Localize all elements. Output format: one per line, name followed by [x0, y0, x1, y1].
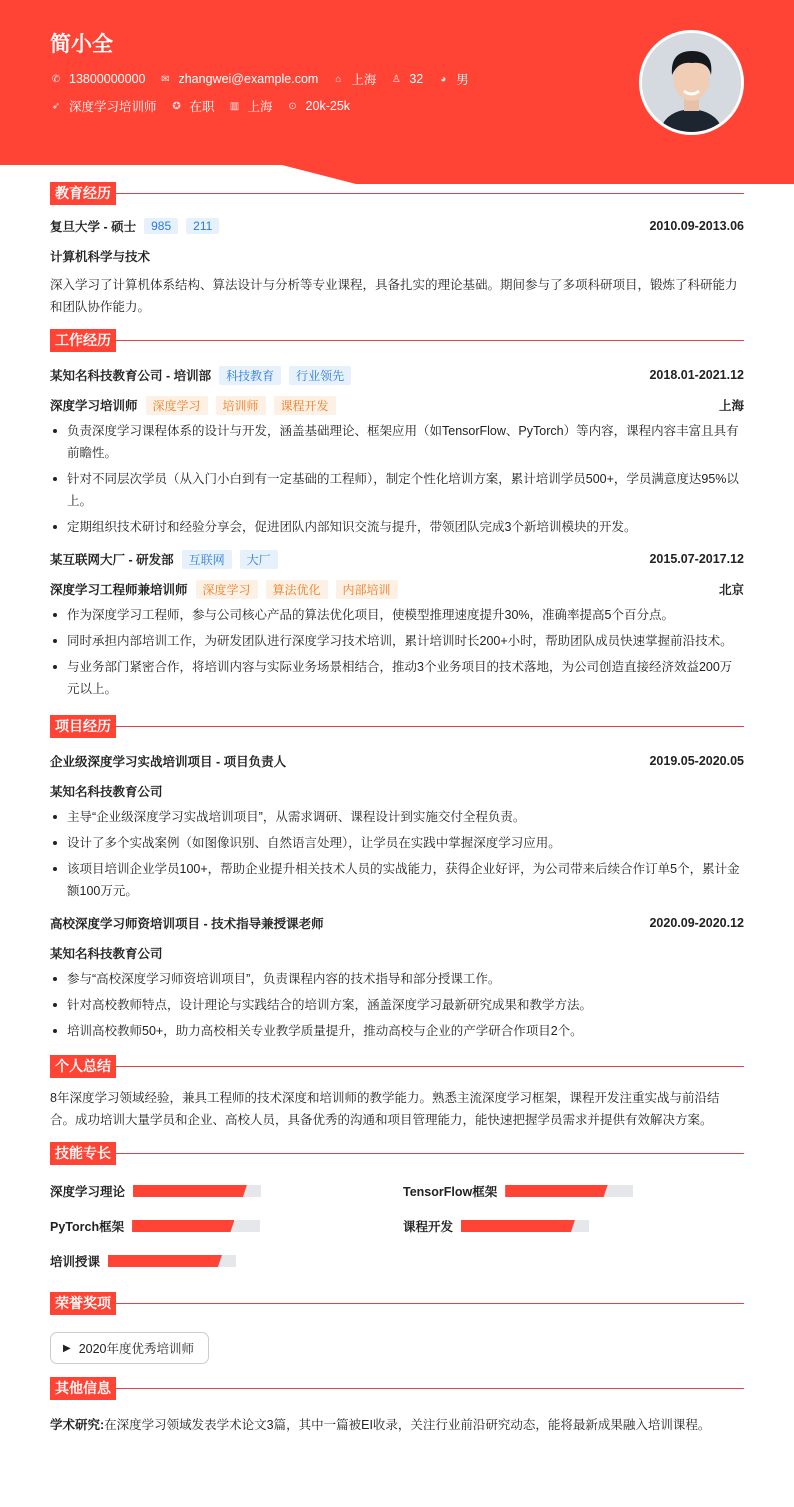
resume-body	[50, 181, 744, 1440]
job-info-row	[50, 97, 350, 115]
contact-info-row	[50, 70, 469, 88]
other-label: 学术研究:	[50, 1418, 105, 1432]
section-title: 工作经历	[50, 329, 116, 352]
play-icon: ▶	[63, 1342, 71, 1354]
entry-row	[50, 211, 744, 241]
skill-bar-fill	[108, 1255, 222, 1267]
bullet-list	[50, 420, 744, 538]
entry-title: 企业级深度学习实战培训项目 - 项目负责人	[50, 755, 287, 769]
bullet-item: 作为深度学习工程师，参与公司核心产品的算法优化项目，使模型推理速度提升30%，准确率提高5个百分点。	[50, 604, 744, 626]
entry-title: 某知名科技教育公司 - 培训部	[50, 369, 212, 383]
entry-left	[50, 752, 286, 770]
tag: 985	[144, 218, 178, 234]
section-divider	[116, 340, 744, 341]
skill-bar	[132, 1220, 260, 1232]
entry-right: 2019.05-2020.05	[649, 754, 744, 768]
tag: 课程开发	[274, 396, 336, 415]
entry-left	[50, 782, 163, 800]
skill-name: 课程开发	[403, 1220, 454, 1234]
section-title: 教育经历	[50, 182, 116, 205]
entry-title: 某互联网大厂 - 研发部	[50, 553, 174, 567]
candidate-name: 简小全	[50, 33, 113, 56]
info-text: 上海	[247, 100, 273, 114]
section-title: 项目经历	[50, 715, 116, 738]
section-divider	[116, 1388, 744, 1389]
entry-right: 2010.09-2013.06	[649, 219, 744, 233]
bullet-list	[50, 604, 744, 700]
entry-row	[50, 746, 744, 776]
section-header-education	[50, 181, 744, 205]
home-icon: ⌂	[335, 73, 342, 85]
tag: 行业领先	[289, 366, 351, 385]
gender-icon: ◕	[440, 73, 447, 85]
entry-row	[50, 776, 744, 806]
entry-right: 2020.09-2020.12	[649, 916, 744, 930]
entry-right: 上海	[718, 399, 744, 413]
tag: 互联网	[182, 550, 232, 569]
section-divider	[116, 1153, 744, 1154]
info-item	[229, 97, 273, 115]
info-text: 13800000000	[69, 72, 146, 86]
tag: 深度学习	[146, 396, 208, 415]
skill-bar	[461, 1220, 589, 1232]
award-item[interactable]	[50, 1332, 209, 1364]
info-item	[171, 97, 215, 115]
section-divider	[116, 1066, 744, 1067]
info-text: zhangwei@example.com	[178, 72, 319, 86]
entry-title: 深度学习工程师兼培训师	[50, 583, 188, 597]
section-header-summary	[50, 1054, 744, 1078]
summary-text: 8年深度学习领域经验，兼具工程师的技术深度和培训师的教学能力。熟悉主流深度学习框架，课程开发注重实战与前沿结合。成功培训大量学员和企业、高校人员，具备优秀的沟通和项目管理能力，能快速把握学员需求并提供有效解决方案。	[50, 1091, 720, 1127]
section-header-skills	[50, 1141, 744, 1165]
skill-name: 深度学习理论	[50, 1185, 126, 1199]
entry-right: 北京	[718, 583, 744, 597]
entry-left	[50, 366, 351, 385]
entry-left	[50, 914, 324, 932]
entry-left	[50, 396, 336, 415]
tag: 科技教育	[219, 366, 281, 385]
entry-left	[50, 247, 150, 265]
section-title: 其他信息	[50, 1377, 116, 1400]
skill-item	[50, 1250, 403, 1272]
info-item	[390, 72, 423, 86]
bullet-item: 同时承担内部培训工作，为研发团队进行深度学习技术培训，累计培训时长200+小时，帮助团队成员快速掌握前沿技术。	[50, 630, 744, 652]
entry-row	[50, 241, 744, 271]
section-header-work	[50, 328, 744, 352]
send-icon: ➶	[51, 100, 61, 112]
entry-right: 2018.01-2021.12	[649, 368, 744, 382]
section-header-projects	[50, 714, 744, 738]
entry-title: 某知名科技教育公司	[50, 947, 163, 961]
section-title: 个人总结	[50, 1055, 116, 1078]
tag: 大厂	[240, 550, 278, 569]
bullet-item: 该项目培训企业学员100+，帮助企业提升相关技术人员的实战能力，获得企业好评，为公司带来后续合作订单5个，累计金额100万元。	[50, 858, 744, 902]
skill-item	[50, 1215, 403, 1237]
skill-bar	[505, 1185, 633, 1197]
info-text: 在职	[189, 100, 215, 114]
entry-title: 深度学习培训师	[50, 399, 138, 413]
bullet-list	[50, 806, 744, 902]
skill-item	[403, 1180, 744, 1202]
bullet-item: 针对高校教师特点，设计理论与实践结合的培训方案，涵盖深度学习最新研究成果和教学方法。	[50, 994, 744, 1016]
tag: 211	[186, 218, 219, 234]
section-divider	[116, 726, 744, 727]
info-item	[159, 72, 318, 86]
section-divider	[116, 1303, 744, 1304]
skill-bar-fill	[133, 1185, 247, 1197]
entry-left	[50, 550, 278, 569]
bullet-item: 定期组织技术研讨和经验分享会，促进团队内部知识交流与提升，带领团队完成3个新培训模块的开发。	[50, 516, 744, 538]
section-divider	[116, 193, 744, 194]
skill-name: 培训授课	[50, 1255, 101, 1269]
info-text: 男	[456, 73, 469, 87]
entry-row	[50, 574, 744, 604]
other-info	[50, 1414, 744, 1436]
skill-item	[50, 1180, 403, 1202]
salary-icon: ⊙	[288, 100, 297, 112]
education-description: 深入学习了计算机体系结构、算法设计与分析等专业课程，具备扎实的理论基础。期间参与了多项科研项目，锻炼了科研能力和团队协作能力。	[50, 278, 738, 314]
info-item	[50, 72, 145, 86]
entry-left	[50, 580, 398, 599]
skill-bar-fill	[461, 1220, 575, 1232]
skills-grid	[50, 1180, 744, 1272]
award-text: 2020年度优秀培训师	[78, 1342, 195, 1356]
bullet-item: 设计了多个实战案例（如图像识别、自然语言处理），让学员在实践中掌握深度学习应用。	[50, 832, 744, 854]
skill-bar	[133, 1185, 261, 1197]
entry-left	[50, 217, 219, 235]
entry-row	[50, 938, 744, 968]
skill-name: TensorFlow框架	[403, 1185, 498, 1199]
entry-row	[50, 360, 744, 390]
building-icon: ▥	[229, 100, 240, 112]
info-text: 20k-25k	[305, 99, 351, 113]
skill-bar-fill	[505, 1185, 607, 1197]
section-header-awards	[50, 1291, 744, 1315]
section-header-other	[50, 1376, 744, 1400]
skill-bar	[108, 1255, 236, 1267]
info-item	[287, 99, 350, 113]
tag: 内部培训	[336, 580, 398, 599]
info-text: 深度学习培训师	[69, 100, 157, 114]
other-text: 在深度学习领域发表学术论文3篇，其中一篇被EI收录，关注行业前沿研究动态，能将最新成果融入培训课程。	[104, 1418, 711, 1432]
age-icon: ♙	[391, 73, 401, 85]
info-item	[50, 97, 157, 115]
mail-icon: ✉	[161, 73, 170, 85]
status-icon: ✪	[172, 100, 181, 112]
entry-right: 2015.07-2017.12	[649, 552, 744, 566]
bullet-item: 与业务部门紧密合作，将培训内容与实际业务场景相结合，推动3个业务项目的技术落地，为公司创造直接经济效益200万元以上。	[50, 656, 744, 700]
bullet-item: 负责深度学习课程体系的设计与开发，涵盖基础理论、框架应用（如TensorFlow、PyTorch）等内容，课程内容丰富且具有前瞻性。	[50, 420, 744, 464]
bullet-item: 参与“高校深度学习师资培训项目”，负责课程内容的技术指导和部分授课工作。	[50, 968, 744, 990]
skill-bar-fill	[132, 1220, 234, 1232]
entry-title: 复旦大学 - 硕士	[50, 220, 137, 234]
avatar	[639, 30, 744, 135]
entry-row	[50, 544, 744, 574]
bullet-item: 培训高校教师50+，助力高校相关专业教学质量提升，推动高校与企业的产学研合作项目2个。	[50, 1020, 744, 1042]
tag: 算法优化	[266, 580, 328, 599]
info-item	[437, 70, 469, 88]
bullet-item: 主导“企业级深度学习实战培训项目”，从需求调研、课程设计到实施交付全程负责。	[50, 806, 744, 828]
phone-icon: ✆	[51, 73, 61, 85]
entry-title: 某知名科技教育公司	[50, 785, 163, 799]
section-title: 荣誉奖项	[50, 1292, 116, 1315]
info-text: 上海	[351, 73, 377, 87]
skill-item	[403, 1215, 744, 1237]
bullet-list	[50, 968, 744, 1042]
tag: 深度学习	[196, 580, 258, 599]
entry-title: 高校深度学习师资培训项目 - 技术指导兼授课老师	[50, 917, 324, 931]
info-item	[332, 70, 376, 88]
section-title: 技能专长	[50, 1142, 116, 1165]
entry-title: 计算机科学与技术	[50, 250, 151, 264]
bullet-item: 针对不同层次学员（从入门小白到有一定基础的工程师），制定个性化培训方案，累计培训学员500+，学员满意度达95%以上。	[50, 468, 744, 512]
tag: 培训师	[216, 396, 266, 415]
entry-row	[50, 390, 744, 420]
skill-name: PyTorch框架	[50, 1220, 125, 1234]
entry-row	[50, 908, 744, 938]
entry-left	[50, 944, 163, 962]
info-text: 32	[409, 72, 424, 86]
